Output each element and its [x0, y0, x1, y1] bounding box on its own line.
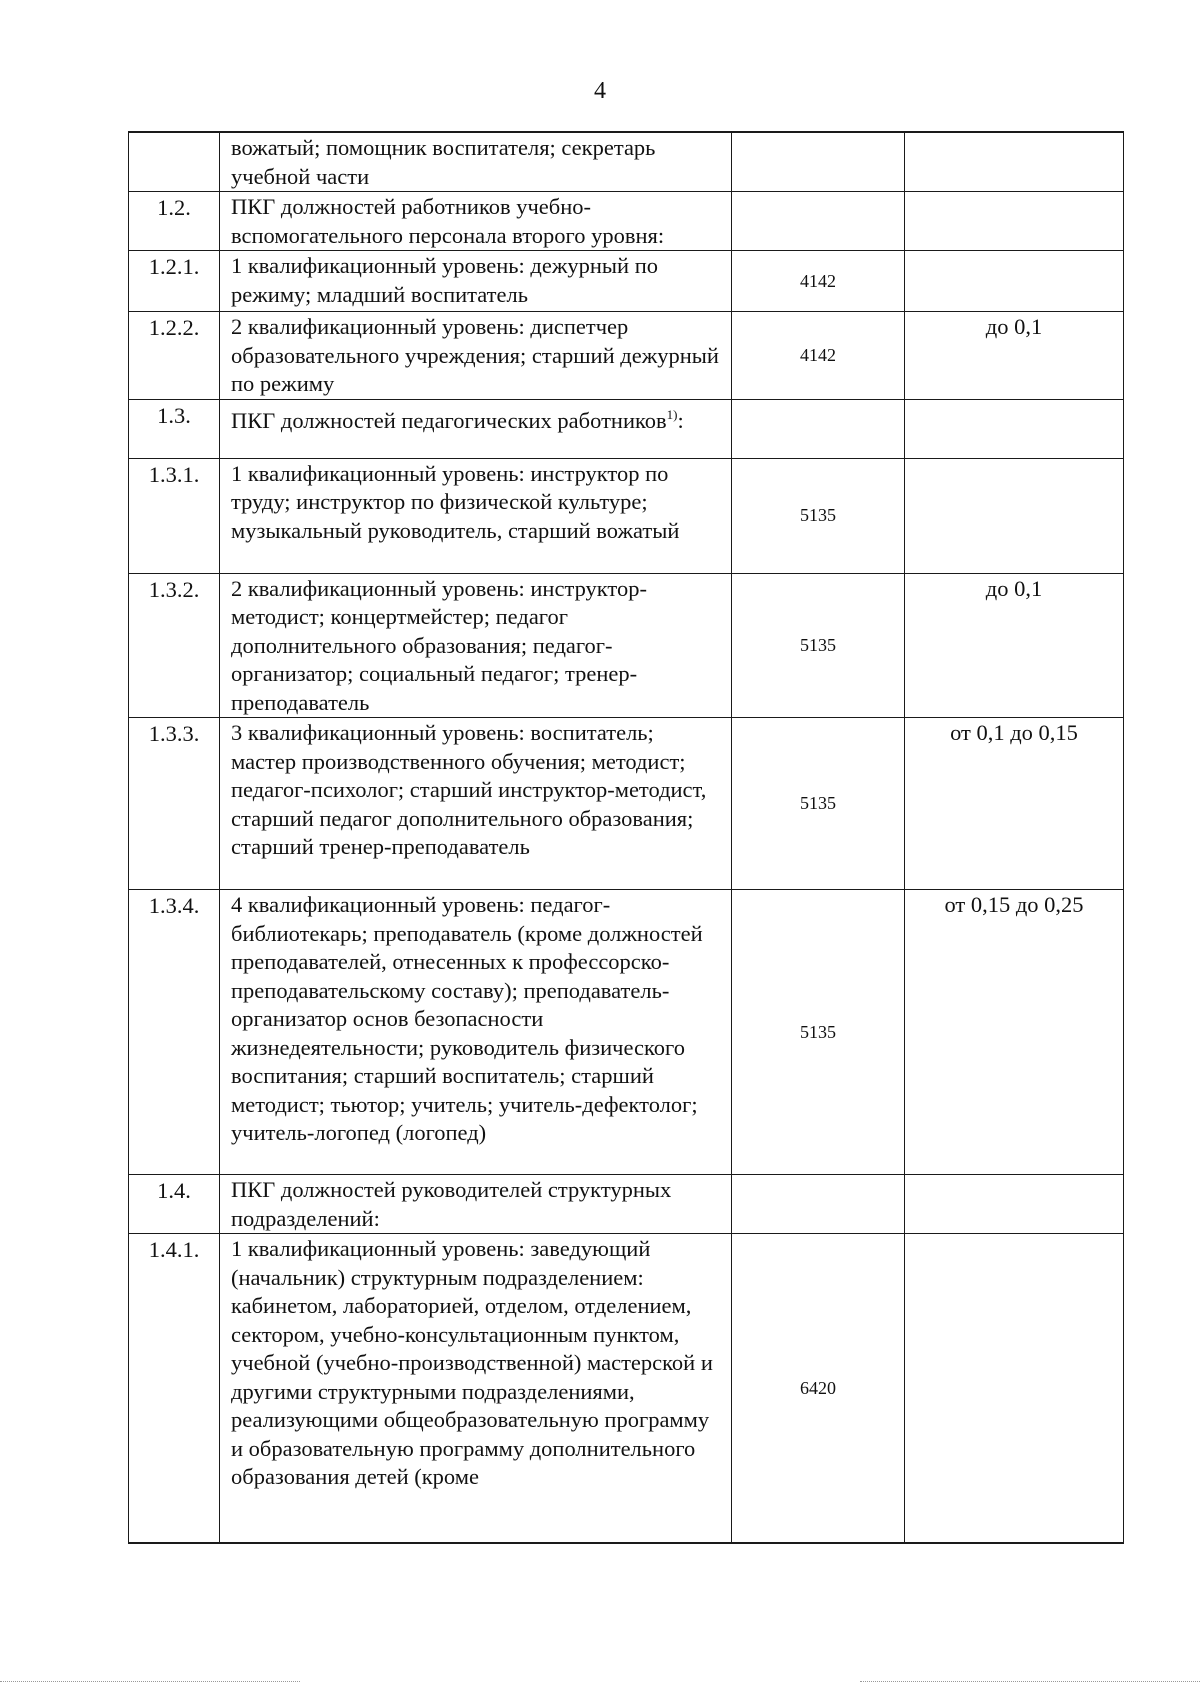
position-description-text: ПКГ должностей педагогических работников — [231, 407, 667, 433]
salary-coefficient-table — [128, 131, 1124, 1544]
coefficient-value — [905, 1234, 1124, 1543]
classification-code: 5135 — [732, 458, 905, 573]
table-row — [129, 1175, 1124, 1234]
table-row — [129, 718, 1124, 890]
row-number: 1.3.2. — [129, 573, 220, 718]
table-row — [129, 251, 1124, 312]
row-number: 1.3.4. — [129, 890, 220, 1175]
table-row — [129, 399, 1124, 458]
table-row — [129, 1234, 1124, 1543]
position-description: вожатый; помощник воспитателя; секретарь учебной части — [220, 132, 732, 192]
classification-code — [732, 132, 905, 192]
position-description: 1 квалификационный уровень: дежурный по режиму; младший воспитатель — [220, 251, 732, 312]
row-number: 1.3.3. — [129, 718, 220, 890]
coefficient-value — [905, 132, 1124, 192]
page-number: 4 — [594, 78, 606, 104]
classification-code: 5135 — [732, 573, 905, 718]
position-description: 3 квалификационный уровень: воспитатель; мастер производственного обучения; методист; педагог-психолог; старший инструктор-методист, старший педагог дополнительного образования; старший тренер-преподаватель — [220, 718, 732, 890]
position-description: 4 квалификационный уровень: педагог-библиотекарь; преподаватель (кроме должностей преподавателей, отнесенных к профессорско-преподавательскому составу); преподаватель-организатор основ безопасности жизнедеятельности; руководитель физического воспитания; старший воспитатель; старший методист; тьютор; учитель; учитель-дефектолог; учитель-логопед (логопед) — [220, 890, 732, 1175]
footnote-marker: 1) — [666, 406, 678, 422]
coefficient-value: до 0,1 — [905, 312, 1124, 400]
position-description: 1 квалификационный уровень: инструктор по труду; инструктор по физической культуре; музыкальный руководитель, старший вожатый — [220, 458, 732, 573]
row-number — [129, 132, 220, 192]
coefficient-value: от 0,1 до 0,15 — [905, 718, 1124, 890]
row-number: 1.2.2. — [129, 312, 220, 400]
row-number: 1.4. — [129, 1175, 220, 1234]
coefficient-value — [905, 1175, 1124, 1234]
position-description: 2 квалификационный уровень: диспетчер образовательного учреждения; старший дежурный по режиму — [220, 312, 732, 400]
row-number: 1.4.1. — [129, 1234, 220, 1543]
table-row — [129, 890, 1124, 1175]
table-row — [129, 573, 1124, 718]
classification-code: 5135 — [732, 718, 905, 890]
coefficient-value — [905, 251, 1124, 312]
classification-code — [732, 399, 905, 458]
coefficient-value — [905, 399, 1124, 458]
position-description: ПКГ должностей руководителей структурных подразделений: — [220, 1175, 732, 1234]
classification-code — [732, 192, 905, 251]
classification-code: 5135 — [732, 890, 905, 1175]
classification-code: 4142 — [732, 312, 905, 400]
coefficient-value: от 0,15 до 0,25 — [905, 890, 1124, 1175]
table-row — [129, 132, 1124, 192]
coefficient-value — [905, 192, 1124, 251]
table-row — [129, 458, 1124, 573]
table-row — [129, 192, 1124, 251]
position-description-tail: : — [677, 407, 684, 433]
row-number: 1.2.1. — [129, 251, 220, 312]
position-description: 1 квалификационный уровень: заведующий (начальник) структурным подразделением: кабинетом, лабораторией, отделом, отделением, сектором, учебно-консультационным пунктом, учебной (учебно-производственной) мастерской и другими структурными подразделениями, реализующими общеобразовательную программу и образовательную программу дополнительного образования детей (кроме — [220, 1234, 732, 1543]
position-description — [220, 399, 732, 458]
row-number: 1.3. — [129, 399, 220, 458]
classification-code: 4142 — [732, 251, 905, 312]
position-description: ПКГ должностей работников учебно-вспомогательного персонала второго уровня: — [220, 192, 732, 251]
scan-artifact-left — [0, 1681, 300, 1682]
coefficient-value: до 0,1 — [905, 573, 1124, 718]
classification-code: 6420 — [732, 1234, 905, 1543]
scan-artifact-right — [860, 1681, 1200, 1682]
classification-code — [732, 1175, 905, 1234]
coefficient-value — [905, 458, 1124, 573]
row-number: 1.2. — [129, 192, 220, 251]
position-description: 2 квалификационный уровень: инструктор-методист; концертмейстер; педагог дополнительного образования; педагог-организатор; социальный педагог; тренер-преподаватель — [220, 573, 732, 718]
table-row — [129, 312, 1124, 400]
row-number: 1.3.1. — [129, 458, 220, 573]
